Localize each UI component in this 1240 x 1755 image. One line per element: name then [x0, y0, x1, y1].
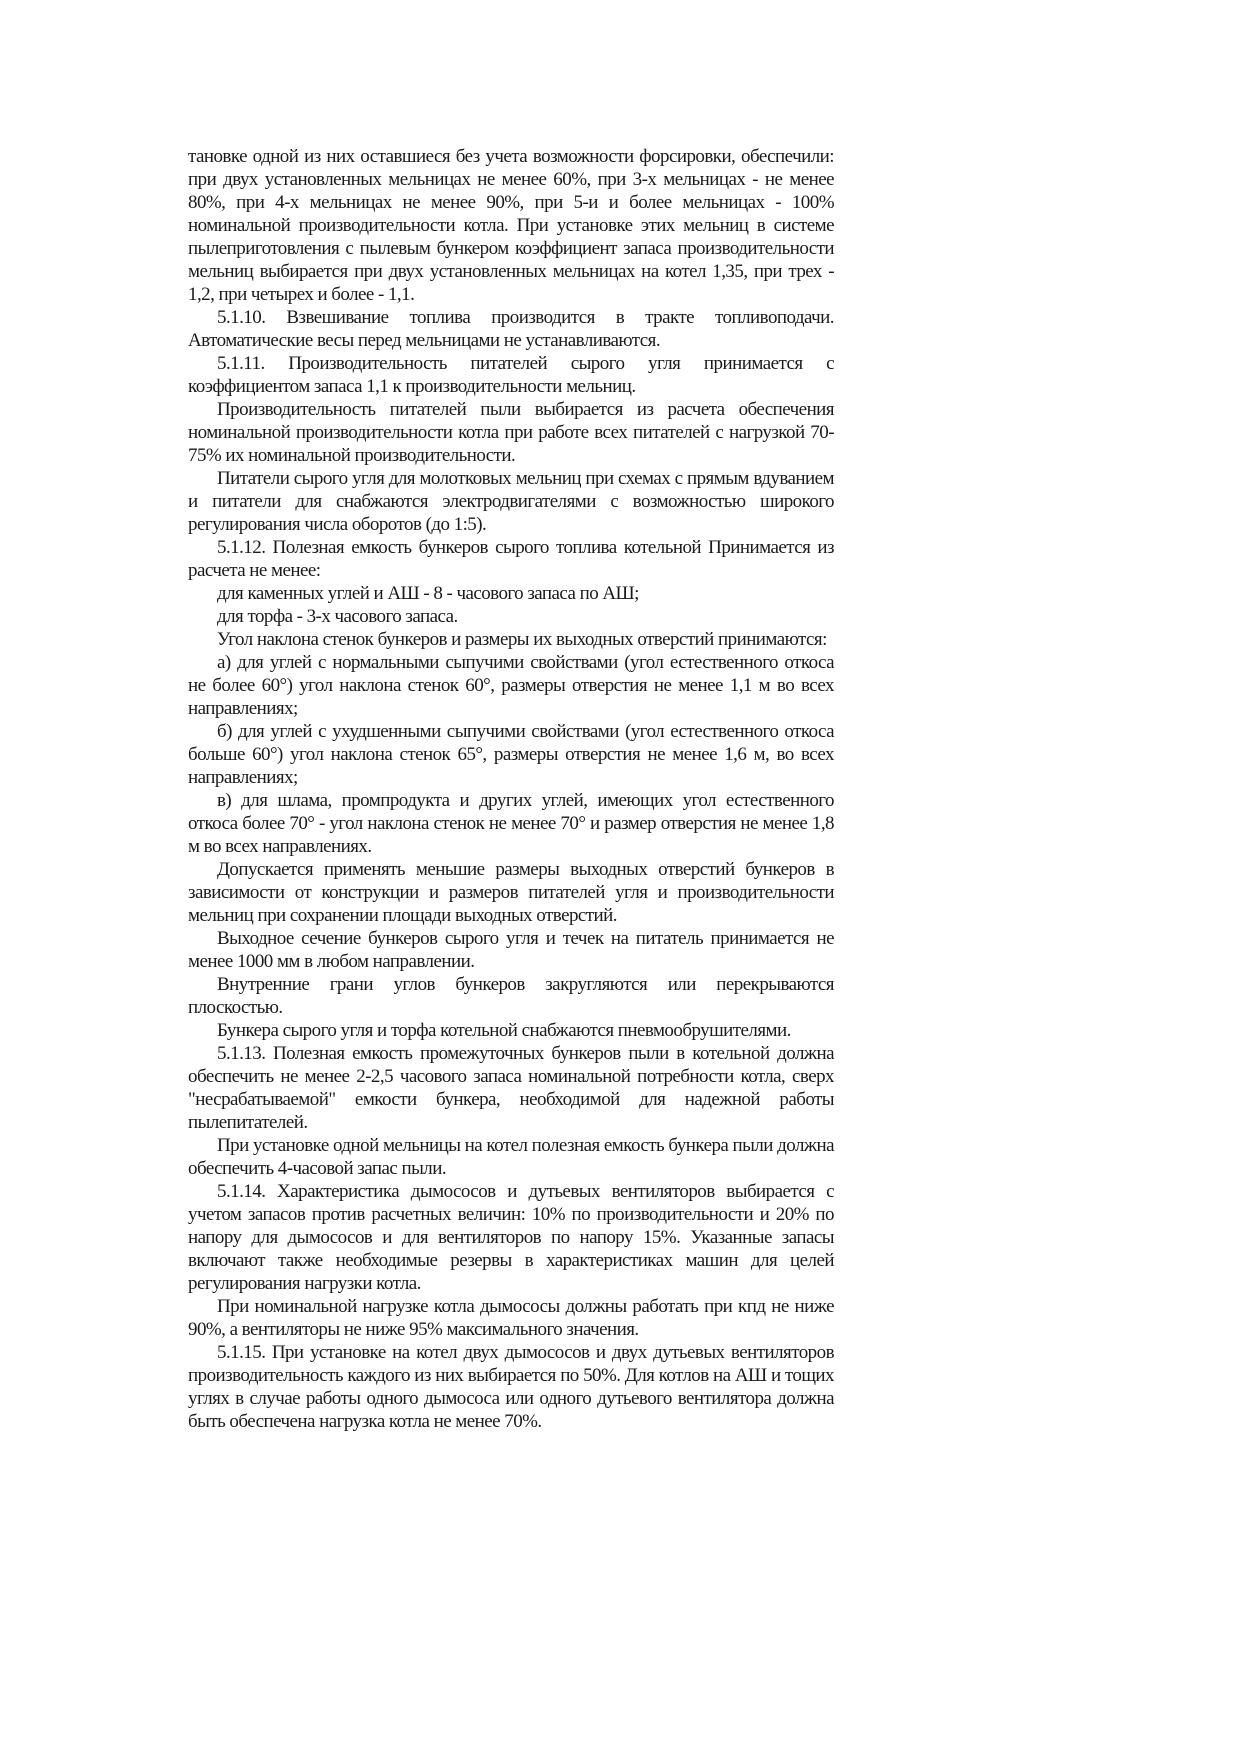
document-page [188, 145, 834, 1433]
paragraph-dust-feeders: Производительность питателей пыли выбирается из расчета обеспечения номинальной производительности котла при работе всех питателей с нагрузкой 70-75% их номинальной производительности. [188, 399, 834, 466]
paragraph-one-mill: При установке одной мельницы на котел полезная емкость бункера пыли должна обеспечить 4-часовой запас пыли. [188, 1135, 834, 1179]
paragraph-inner-edges: Внутренние грани углов бункеров закругляются или перекрываются плоскостью. [188, 974, 834, 1018]
paragraph-5-1-13: 5.1.13. Полезная емкость промежуточных бункеров пыли в котельной должна обеспечить не менее 2-2,5 часового запаса номинальной потребности котла, сверх "несрабатываемой" емкости бункера, необходимой для надежной работы пылепитателей. [188, 1043, 834, 1133]
paragraph-pneumatic-breakers: Бункера сырого угля и торфа котельной снабжаются пневмообрушителями. [217, 1020, 791, 1041]
paragraph-outlet-section: Выходное сечение бункеров сырого угля и течек на питатель принимается не менее 1000 мм в любом направлении. [188, 928, 834, 972]
paragraph-5-1-14: 5.1.14. Характеристика дымососов и дутьевых вентиляторов выбирается с учетом запасов против расчетных величин: 10% по производительности и 20% по напору для дымососов и для вентиляторов по напору 15%. Указанные запасы включают также необходимые резервы в характеристиках машин для целей регулирования нагрузки котла. [188, 1181, 834, 1294]
paragraph-5-1-11: 5.1.11. Производительность питателей сырого угля принимается с коэффициентом запаса 1,1 к производительности мельниц. [188, 353, 834, 397]
paragraph-item-a: а) для углей с нормальными сыпучими свойствами (угол естественного откоса не более 60°) угол наклона стенок 60°, размеры отверстия не менее 1,1 м во всех направлениях; [188, 652, 834, 719]
paragraph-smaller-openings: Допускается применять меньшие размеры выходных отверстий бункеров в зависимости от конструкции и размеров питателей угля и производительности мельниц при сохранении площади выходных отверстий. [188, 859, 834, 926]
paragraph-coal-ash-reserve: для каменных углей и АШ - 8 - часового запаса по АШ; [217, 583, 639, 604]
paragraph-5-1-10: 5.1.10. Взвешивание топлива производится в тракте топливоподачи. Автоматические весы перед мельницами не устанавливаются. [188, 307, 834, 351]
paragraph-wall-angle: Угол наклона стенок бункеров и размеры их выходных отверстий принимаются: [217, 629, 827, 650]
paragraph-peat-reserve: для торфа - 3-х часового запаса. [217, 606, 458, 627]
paragraph-item-b: б) для углей с ухудшенными сыпучими свойствами (угол естественного откоса больше 60°) угол наклона стенок 65°, размеры отверстия не менее 1,6 м, во всех направлениях; [188, 721, 834, 788]
paragraph-continuation: тановке одной из них оставшиеся без учета возможности форсировки, обеспечили: при двух установленных мельницах не менее 60%, при 3-х мельницах - не менее 80%, при 4-х мельницах не менее 90%, при 5-и и более мельницах - 100% номинальной производительности котла. При установке этих мельниц в системе пылеприготовления с пылевым бункером коэффициент запаса производительности мельниц выбирается при двух установленных мельницах на котел 1,35, при трех - 1,2, при четырех и более - 1,1. [188, 146, 834, 305]
paragraph-item-v: в) для шлама, промпродукта и других углей, имеющих угол естественного откоса более 70° - угол наклона стенок не менее 70° и размер отверстия не менее 1,8 м во всех направлениях. [188, 790, 834, 857]
paragraph-5-1-15: 5.1.15. При установке на котел двух дымососов и двух дутьевых вентиляторов производительность каждого из них выбирается по 50%. Для котлов на АШ и тощих углях в случае работы одного дымососа или одного дутьевого вентилятора должна быть обеспечена нагрузка котла не менее 70%. [188, 1342, 834, 1432]
paragraph-efficiency: При номинальной нагрузке котла дымососы должны работать при кпд не ниже 90%, а вентиляторы не ниже 95% максимального значения. [188, 1296, 834, 1340]
paragraph-5-1-12: 5.1.12. Полезная емкость бункеров сырого топлива котельной Принимается из расчета не менее: [188, 537, 834, 581]
paragraph-raw-coal-feeders: Питатели сырого угля для молотковых мельниц при схемах с прямым вдуванием и питатели для снабжаются электродвигателями с возможностью широкого регулирования числа оборотов (до 1:5). [188, 468, 834, 535]
